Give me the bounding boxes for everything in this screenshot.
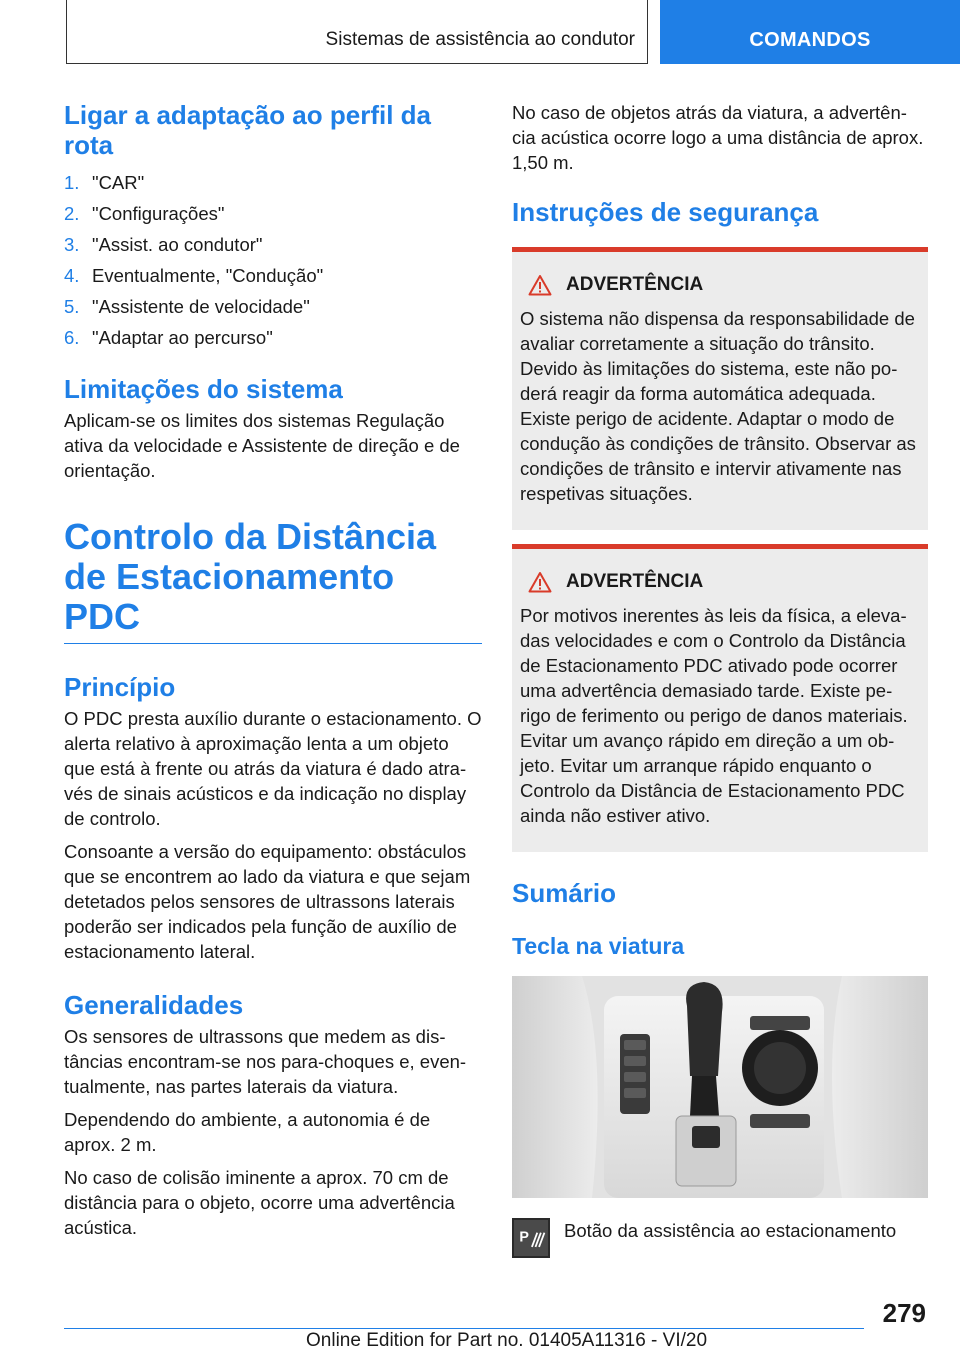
step-item [64,201,482,226]
section-tab-label: COMANDOS [749,29,871,51]
step-number: 5. [64,296,80,317]
step-number: 3. [64,234,80,255]
general-p1: Os sensores de ultrassons que medem as dis- tâncias encontram-se nos para-choques e, even- tualmente, nas partes laterais da viatura. [64,1026,467,1097]
limits-text: Aplicam-se os limites dos sistemas Regulação ativa da velocidade e Assistente de direção e de orientação. [64,410,460,481]
summary-heading: Sumário [512,878,617,908]
step-item [64,294,482,319]
footer-edition [306,1330,707,1352]
general-p2: Dependendo do ambiente, a autonomia é de aprox. 2 m. [64,1109,431,1155]
step-text: "Assistente de velocidade" [92,296,310,317]
step-text: "Configurações" [92,203,225,224]
step-text: Eventualmente, "Condução" [92,265,324,286]
step-number: 6. [64,327,80,348]
warning-triangle-icon [528,571,552,593]
step-text: "Adaptar ao percurso" [92,327,273,348]
pdc-heading-block [64,517,482,644]
button-heading: Tecla na viatura [512,933,685,959]
center-console-illustration [512,976,928,1198]
left-column [64,100,482,1248]
step-item [64,170,482,195]
warning-title-row [520,571,918,593]
intro-text: No caso de objetos atrás da viatura, a advertên- cia acústica ocorre logo a uma distância de aprox. 1,50 m. [512,102,924,173]
park-assist-button-icon [512,1218,550,1258]
safety-heading: Instruções de segurança [512,197,819,227]
general-heading: Generalidades [64,990,244,1020]
right-column [512,100,928,1258]
edition-text: Online Edition for Part no. 01405A11316 - VI/20 [306,1330,708,1351]
chapter-title: Sistemas de assistência ao condutor [325,29,635,50]
step-text: "Assist. ao condutor" [92,234,263,255]
step-item [64,232,482,257]
page-number: 279 [882,1298,926,1328]
photo-caption: Botão da assistência ao estacionamento [564,1220,897,1241]
principle-p2: Consoante a versão do equipamento: obstáculos que se encontrem ao lado da viatura e que sejam detetados pelos sensores de ultrassons laterais poderão ser indicados pela função de auxílio de estacionamento lateral. [64,841,471,962]
warning-text: Por motivos inerentes às leis da física, a eleva- das velocidades e com o Controlo da Distância de Estacionamento PDC ativado pode ocorrer uma advertência demasiado tarde. Existe pe- rigo de ferimento ou perigo de danos materiais. Evitar um avanço rápido em direção a um ob- jeto. Evitar um arranque rápido enquanto o Controlo da Distância de Estacionamento PDC ainda não estiver ativo. [520,605,908,826]
limits-heading: Limitações do sistema [64,374,343,404]
warning-title: ADVERTÊNCIA [566,274,704,295]
step-number: 1. [64,172,80,193]
section-tab [660,0,960,64]
warning-title-row [520,274,918,296]
step-item [64,325,482,350]
warning-title: ADVERTÊNCIA [566,571,704,592]
step-number: 4. [64,265,80,286]
console-photo [512,976,928,1198]
warning-box-2 [512,544,928,852]
route-heading: Ligar a adaptação ao perfil da rota [64,100,431,160]
principle-p1: O PDC presta auxílio durante o estacionamento. O alerta relativo à aproximação lenta a um objeto que está à frente ou atrás da viatura é dado atra- vés de sinais acústicos e da indicação no display de controlo. [64,708,482,829]
chapter-header [66,0,648,64]
caption-row [512,1218,928,1258]
footer-rule [64,1328,864,1329]
pdc-heading: Controlo da Distância de Estacionamento PDC [64,516,437,637]
principle-heading: Princípio [64,672,176,702]
step-number: 2. [64,203,80,224]
step-list [64,170,482,350]
svg-text:P: P [519,1229,529,1246]
warning-text: O sistema não dispensa da responsabilidade de avaliar corretamente a situação do trânsito. Devido às limitações do sistema, este não po- derá reagir da forma automática adequada. Existe perigo de acidente. Adaptar o modo de condução às condições de trânsito. Observar as condições de trânsito e intervir ativamente nas respetivas situações. [520,308,916,504]
general-p3: No caso de colisão iminente a aprox. 70 cm de distância para o objeto, ocorre uma advertência acústica. [64,1167,455,1238]
step-item [64,263,482,288]
step-text: "CAR" [92,172,145,193]
warning-triangle-icon [528,274,552,296]
warning-box-1 [512,247,928,530]
